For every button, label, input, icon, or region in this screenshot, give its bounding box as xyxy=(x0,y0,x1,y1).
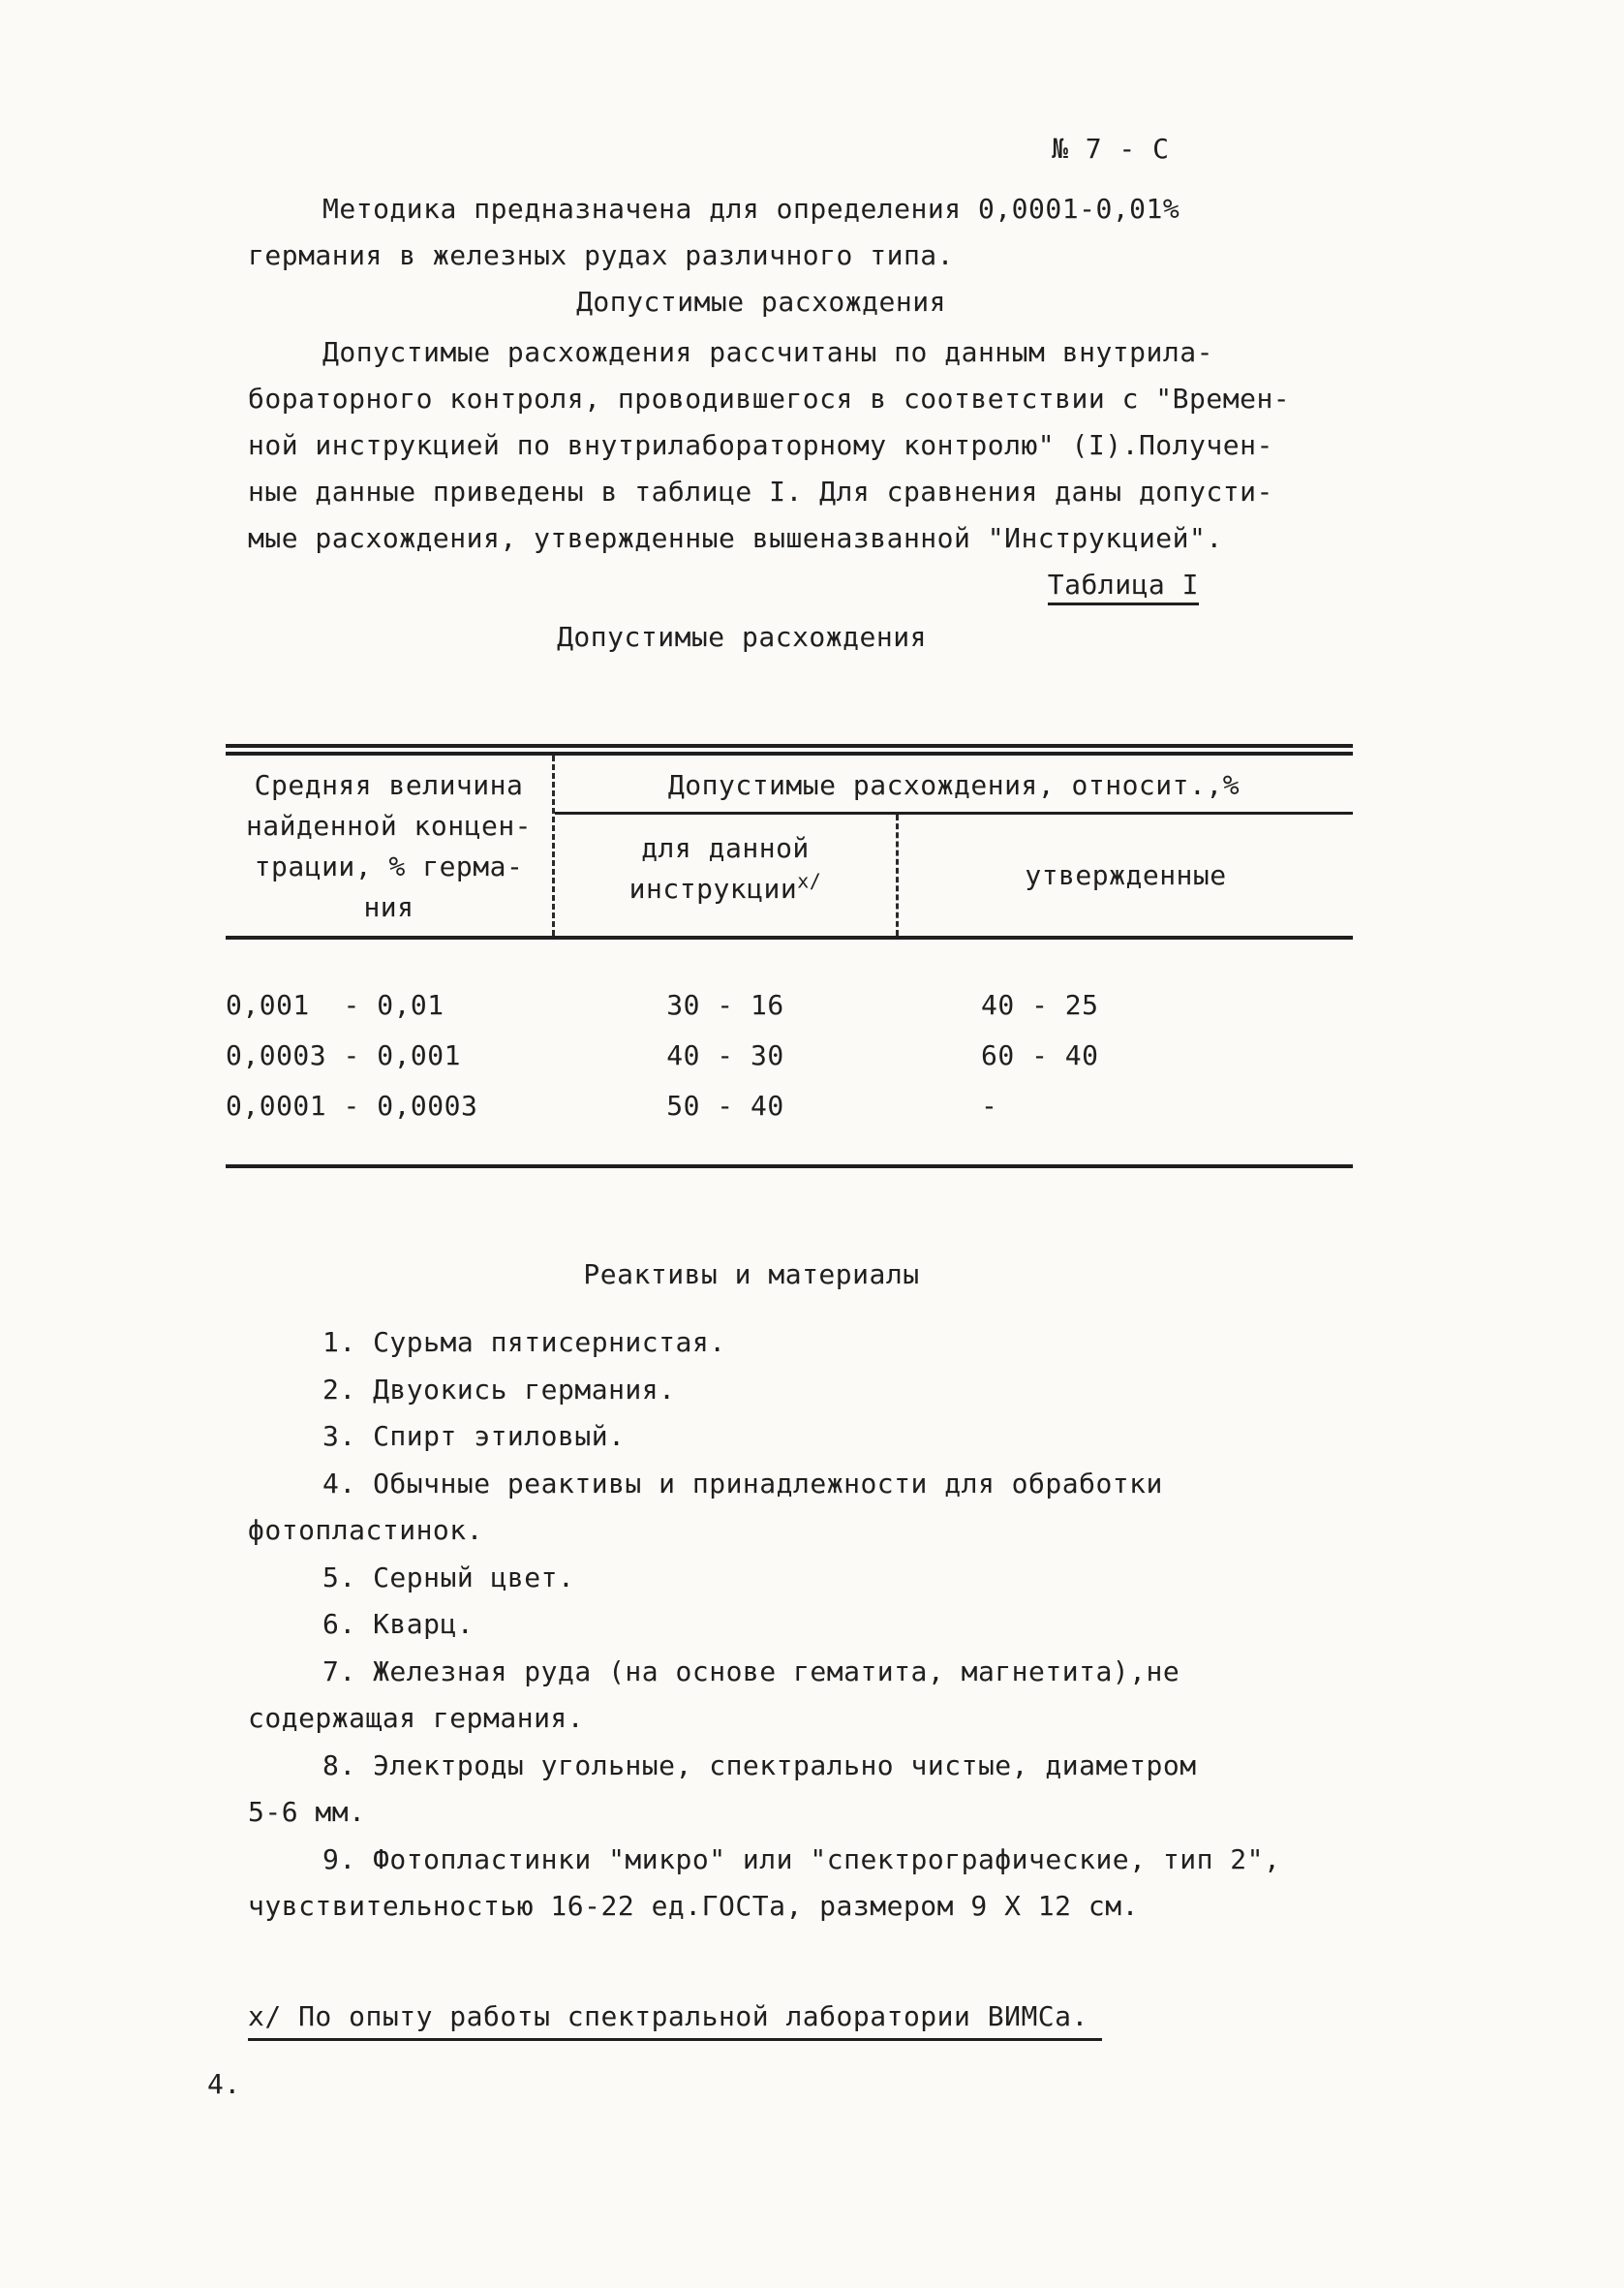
table-top-rule xyxy=(226,744,1353,756)
table-cell: 40 - 30 xyxy=(666,1039,784,1071)
text-line: ния xyxy=(363,891,414,923)
text-line: мые расхождения, утвержденные вышеназванной "Инструкцией". xyxy=(248,522,1223,554)
table-bottom-rule xyxy=(226,1164,1353,1168)
text-line: трации, % герма- xyxy=(254,850,524,882)
table-cell: 0,0001 - 0,0003 xyxy=(226,1090,478,1122)
text-line: для данной xyxy=(641,832,810,864)
text-line: ной инструкцией по внутрилабораторному контролю" (I).Получен- xyxy=(248,429,1273,461)
list-item-continuation: содержащая германия. xyxy=(248,1702,585,1734)
text-line: бораторного контроля, проводившегося в соответствии с "Времен- xyxy=(248,383,1291,415)
list-item: 8. Электроды угольные, спектрально чистые, диаметром xyxy=(322,1748,1197,1781)
list-item: 6. Кварц. xyxy=(322,1608,475,1640)
section-heading-tolerances: Допустимые расхождения xyxy=(576,286,946,318)
list-item-continuation: 5-6 мм. xyxy=(248,1796,366,1828)
table-header-col3 xyxy=(896,815,1353,936)
table-header-col1 xyxy=(226,756,555,936)
list-item: 3. Спирт этиловый. xyxy=(322,1420,626,1452)
text-line: Методика предназначена для определения 0,0001-0,01% xyxy=(322,193,1180,225)
list-item: 5. Серный цвет. xyxy=(322,1561,575,1593)
table-cell: - xyxy=(981,1090,998,1122)
table-title: Допустимые расхождения xyxy=(557,621,927,653)
table-label-text: Таблица I xyxy=(1048,569,1199,605)
table-header xyxy=(226,756,1353,936)
text-line: Допустимые расхождения рассчитаны по данным внутрила- xyxy=(322,336,1213,368)
intro-paragraph xyxy=(248,186,1371,279)
table-header-col2 xyxy=(555,815,896,936)
table-cell: 30 - 16 xyxy=(666,989,784,1021)
page-number: 4. xyxy=(207,2068,241,2100)
footnote-text: х/ По опыту работы спектральной лаборатории ВИМСа. xyxy=(248,2000,1102,2041)
table-row xyxy=(226,1081,1353,1131)
list-item-continuation: фотопластинок. xyxy=(248,1514,484,1546)
text-line: инструкции$^{х/}$ xyxy=(628,869,822,905)
text-line: германия в железных рудах различного типа. xyxy=(248,239,955,271)
list-item: 9. Фотопластинки "микро" или "спектрографические, тип 2", xyxy=(322,1842,1281,1875)
section-heading-reagents: Реактивы и материалы xyxy=(583,1258,920,1290)
table-header-span: Допустимые расхождения, относит.,% xyxy=(555,756,1353,815)
table-cell: 0,0003 - 0,001 xyxy=(226,1039,462,1071)
table-body xyxy=(226,940,1353,1164)
tolerances-paragraph xyxy=(248,329,1371,562)
footnote-marker: х/ xyxy=(797,869,822,893)
text-line: найденной концен- xyxy=(245,810,533,842)
table-header-col23 xyxy=(555,756,1353,936)
table-subheader xyxy=(555,815,1353,936)
list-item: 7. Железная руда (на основе гематита, магнетита),не xyxy=(322,1654,1180,1687)
table-cell: 50 - 40 xyxy=(666,1090,784,1122)
list-item: 2. Двуокись германия. xyxy=(322,1373,676,1406)
tolerances-table xyxy=(226,744,1353,1168)
list-item: 1. Сурьма пятисернистая. xyxy=(322,1326,726,1358)
doc-number: № 7 - С xyxy=(1052,133,1170,165)
text-line: утвержденные xyxy=(1025,858,1227,891)
table-cell: 0,001 - 0,01 xyxy=(226,989,444,1021)
text-line: Средняя величина xyxy=(254,769,524,801)
list-item-continuation: чувствительностью 16-22 ед.ГОСТа, размером 9 Х 12 см. xyxy=(248,1890,1139,1922)
table-label xyxy=(248,562,1352,608)
table-cell: 60 - 40 xyxy=(981,1039,1099,1071)
table-cell: 40 - 25 xyxy=(981,989,1099,1021)
table-row xyxy=(226,1031,1353,1081)
footnote xyxy=(248,1994,1102,2040)
table-row xyxy=(226,980,1353,1031)
reagents-list xyxy=(248,1319,1391,1931)
text-line: ные данные приведены в таблице I. Для сравнения даны допусти- xyxy=(248,476,1273,508)
list-item: 4. Обычные реактивы и принадлежности для обработки xyxy=(322,1467,1163,1500)
